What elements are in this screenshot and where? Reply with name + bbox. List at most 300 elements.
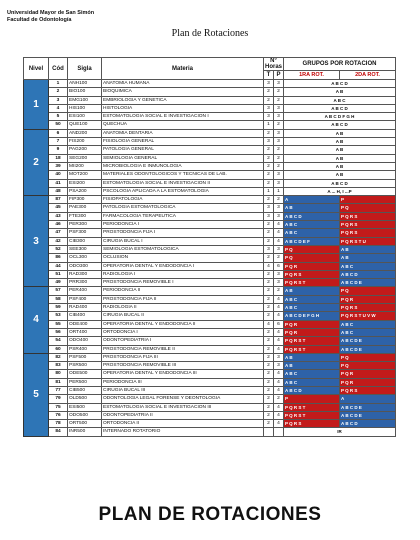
hours-t-cell: 2 — [264, 362, 274, 370]
materia-cell: PERIODONCIA III — [102, 378, 264, 386]
table-row — [24, 279, 396, 287]
materia-cell: INTERNADO ROTATORIO — [102, 428, 264, 436]
rot1-groups-cell: A B C D — [284, 212, 340, 220]
materia-cell: PROSTODONCIA FIJA III — [102, 353, 264, 361]
materia-cell: ORTODONCIA I — [102, 328, 264, 336]
materia-cell: MATERIALES ODONTOLOGICOS Y TECNICAS DE LAB. — [102, 171, 264, 179]
sigla-cell: OCL300 — [68, 254, 102, 262]
hours-t-cell: 2 — [264, 403, 274, 411]
cod-cell: 54 — [49, 337, 68, 345]
sigla-cell: BIO100 — [68, 88, 102, 96]
rot2-groups-cell: A B — [340, 254, 396, 262]
hours-p-cell: 3 — [274, 212, 284, 220]
sigla-cell: PSF300 — [68, 229, 102, 237]
rot2-groups-cell: A B C D E — [340, 403, 396, 411]
sigla-cell: INR500 — [68, 428, 102, 436]
materia-cell: RADIOLOGIA II — [102, 304, 264, 312]
cod-cell: 4 — [49, 104, 68, 112]
groups-cell: A ... H, I ...P — [284, 187, 396, 195]
hours-t-cell: 4 — [264, 320, 274, 328]
table-row — [24, 129, 396, 137]
materia-cell: ODONTOLOGIA LEGAL FORENSE Y DEONTOLOGIA — [102, 395, 264, 403]
sigla-cell: CIB400 — [68, 312, 102, 320]
sigla-cell: PSR500 — [68, 362, 102, 370]
materia-cell: RADIOLOGIA I — [102, 270, 264, 278]
hours-t-cell: 3 — [264, 212, 274, 220]
sigla-cell: QUE100 — [68, 121, 102, 129]
col-rot2: 2DA ROT. — [340, 71, 396, 80]
hours-t-cell: 2 — [264, 171, 274, 179]
table-row — [24, 411, 396, 419]
rot2-groups-cell: A B C D E — [340, 411, 396, 419]
sigla-cell: PSR400 — [68, 345, 102, 353]
cod-cell: 46 — [49, 221, 68, 229]
materia-cell: SEMIOLOGIA GENERAL — [102, 154, 264, 162]
hours-p-cell: 3 — [274, 362, 284, 370]
hours-p-cell: 2 — [274, 287, 284, 295]
rot1-groups-cell: A B — [284, 362, 340, 370]
level-cell: 5 — [24, 353, 49, 436]
hours-p-cell: 4 — [274, 229, 284, 237]
hours-t-cell: 2 — [264, 328, 274, 336]
cod-cell: 75 — [49, 403, 68, 411]
rot2-groups-cell: P Q R — [340, 378, 396, 386]
rot1-groups-cell: A B C — [284, 295, 340, 303]
rot2-groups-cell: A B C D — [340, 270, 396, 278]
rot2-groups-cell: A B C D E — [340, 337, 396, 345]
hours-t-cell: 2 — [264, 420, 274, 428]
rot2-groups-cell: A B C D E — [340, 279, 396, 287]
table-row — [24, 395, 396, 403]
table-row — [24, 204, 396, 212]
hours-p-cell: 4 — [274, 370, 284, 378]
rot1-groups-cell: A B C — [284, 229, 340, 237]
hours-t-cell: 2 — [264, 312, 274, 320]
sigla-cell: RAD400 — [68, 304, 102, 312]
rot2-groups-cell: A B — [340, 245, 396, 253]
rot2-groups-cell: A B C D E — [340, 345, 396, 353]
table-row — [24, 262, 396, 270]
materia-cell: FISIOPATOLOGIA — [102, 196, 264, 204]
table-row — [24, 304, 396, 312]
col-cod: Cód — [49, 58, 68, 80]
rot2-groups-cell: P Q — [340, 287, 396, 295]
rot1-groups-cell: P Q R — [284, 262, 340, 270]
sigla-cell: FTE300 — [68, 212, 102, 220]
table-row — [24, 254, 396, 262]
rot1-groups-cell: P Q R S T — [284, 337, 340, 345]
cod-cell: 59 — [49, 304, 68, 312]
cod-cell: 47 — [49, 229, 68, 237]
sigla-cell: FIP300 — [68, 196, 102, 204]
table-row — [24, 353, 396, 361]
groups-cell: A B C D — [284, 179, 396, 187]
table-row — [24, 362, 396, 370]
hours-p-cell: 4 — [274, 411, 284, 419]
table-row — [24, 312, 396, 320]
sigla-cell: ODO300 — [68, 262, 102, 270]
hours-t-cell: 3 — [264, 245, 274, 253]
sigla-cell: SEG200 — [68, 154, 102, 162]
rot1-groups-cell: P Q R S T — [284, 279, 340, 287]
groups-cell: A B — [284, 146, 396, 154]
table-row — [24, 113, 396, 121]
hours-t-cell: 2 — [264, 386, 274, 394]
sigla-cell: FIS200 — [68, 138, 102, 146]
hours-p-cell — [274, 428, 284, 436]
rot2-groups-cell: P Q R — [340, 370, 396, 378]
rot1-groups-cell: P Q R S — [284, 270, 340, 278]
rot2-groups-cell: P Q R S — [340, 221, 396, 229]
cod-cell: 50 — [49, 121, 68, 129]
page-title: Plan de Rotaciones — [171, 28, 249, 39]
groups-cell: A B — [284, 154, 396, 162]
rot1-groups-cell: A B C D — [284, 386, 340, 394]
footer-title: PLAN DE ROTACIONES — [98, 504, 322, 525]
col-materia: Materia — [102, 58, 264, 80]
table-row — [24, 80, 396, 88]
groups-cell: A B C D F G H — [284, 113, 396, 121]
cod-cell: 44 — [49, 262, 68, 270]
hours-p-cell: 6 — [274, 262, 284, 270]
hours-p-cell: 3 — [274, 353, 284, 361]
cod-cell: 53 — [49, 312, 68, 320]
rot1-groups-cell: P Q — [284, 254, 340, 262]
rot2-groups-cell: P Q R S — [340, 386, 396, 394]
table-row — [24, 378, 396, 386]
hours-t-cell — [264, 428, 274, 436]
cod-cell: 79 — [49, 395, 68, 403]
cod-cell: 58 — [49, 295, 68, 303]
hours-p-cell: 2 — [274, 146, 284, 154]
materia-cell: MICROBIOLOGIA E INMUNOLOGIA — [102, 162, 264, 170]
cod-cell: 60 — [49, 345, 68, 353]
cod-cell: 82 — [49, 353, 68, 361]
table-row — [24, 295, 396, 303]
table-row — [24, 104, 396, 112]
hours-t-cell: 3 — [264, 204, 274, 212]
table-row — [24, 229, 396, 237]
col-rot1: 1RA ROT. — [284, 71, 340, 80]
sigla-cell: PER400 — [68, 287, 102, 295]
hours-p-cell: 2 — [274, 154, 284, 162]
sigla-cell: OLD500 — [68, 395, 102, 403]
cod-cell: 18 — [49, 154, 68, 162]
hours-p-cell: 4 — [274, 378, 284, 386]
hours-p-cell: 3 — [274, 80, 284, 88]
rot1-groups-cell: A B C D E F G H — [284, 312, 340, 320]
table-row — [24, 270, 396, 278]
cod-cell: 42 — [49, 237, 68, 245]
table-row — [24, 212, 396, 220]
hours-p-cell: 1 — [274, 187, 284, 195]
materia-cell: BIOQUIMICA — [102, 88, 264, 96]
groups-cell: A B C D — [284, 121, 396, 129]
hours-p-cell: 2 — [274, 88, 284, 96]
materia-cell: ANATOMIA DENTARIA — [102, 129, 264, 137]
sigla-cell: PSF400 — [68, 295, 102, 303]
rot2-groups-cell: P Q R S — [340, 304, 396, 312]
cod-cell: 41 — [49, 179, 68, 187]
materia-cell: ESTOMATOLOGIA SOCIAL E INVESTIGACION III — [102, 403, 264, 411]
rot2-groups-cell: A B C — [340, 262, 396, 270]
sigla-cell: PSF500 — [68, 353, 102, 361]
sigla-cell: CIB300 — [68, 237, 102, 245]
hours-p-cell: 4 — [274, 386, 284, 394]
rot1-groups-cell: P — [284, 395, 340, 403]
rot2-groups-cell: P Q R — [340, 295, 396, 303]
sigla-cell: AND200 — [68, 129, 102, 137]
materia-cell: ESTOMATOLOGIA SOCIAL E INVESTIGACION I — [102, 113, 264, 121]
cod-cell: 56 — [49, 328, 68, 336]
cod-cell: 49 — [49, 279, 68, 287]
cod-cell: 57 — [49, 287, 68, 295]
materia-cell: HISTOLOGIA — [102, 104, 264, 112]
rot1-groups-cell: A B — [284, 287, 340, 295]
hours-p-cell: 3 — [274, 245, 284, 253]
hours-p-cell: 3 — [274, 113, 284, 121]
sigla-cell: CIB500 — [68, 386, 102, 394]
rot2-groups-cell: A B C — [340, 320, 396, 328]
table-row — [24, 179, 396, 187]
col-horas: N° Horas — [265, 58, 283, 70]
hours-t-cell: 2 — [264, 254, 274, 262]
rot1-groups-cell: A B C — [284, 370, 340, 378]
rot2-groups-cell: P Q R S — [340, 212, 396, 220]
hours-t-cell: 2 — [264, 154, 274, 162]
table-row — [24, 345, 396, 353]
hours-t-cell: 2 — [264, 411, 274, 419]
col-grupos: GRUPOS POR ROTACION — [284, 58, 396, 71]
sigla-cell: SEE300 — [68, 245, 102, 253]
sigla-cell: MII200 — [68, 162, 102, 170]
cod-cell: 87 — [49, 196, 68, 204]
hours-t-cell: 1 — [264, 121, 274, 129]
cod-cell: 7 — [49, 138, 68, 146]
hours-t-cell: 2 — [264, 287, 274, 295]
materia-cell: PROSTODONCIA FIJA II — [102, 295, 264, 303]
hours-p-cell: 2 — [274, 395, 284, 403]
hours-p-cell: 2 — [274, 254, 284, 262]
sigla-cell: ODO400 — [68, 337, 102, 345]
rot2-groups-cell: A — [340, 395, 396, 403]
groups-cell: A B — [284, 171, 396, 179]
rot1-groups-cell: P Q — [284, 245, 340, 253]
hours-p-cell: 4 — [274, 237, 284, 245]
sigla-cell: PAG200 — [68, 146, 102, 154]
materia-cell: ODONTOPEDIATRIA II — [102, 411, 264, 419]
hours-t-cell: 2 — [264, 88, 274, 96]
rot2-groups-cell: A B C D — [340, 420, 396, 428]
cod-cell: 51 — [49, 270, 68, 278]
rot1-groups-cell: A B — [284, 353, 340, 361]
hours-t-cell: 2 — [264, 370, 274, 378]
groups-cell: A B — [284, 88, 396, 96]
materia-cell: OPERATORIA DENTAL Y ENDODONCIA II — [102, 320, 264, 328]
hours-p-cell: 3 — [274, 104, 284, 112]
rot1-groups-cell: P Q R S — [284, 420, 340, 428]
materia-cell: FARMACOLOGIA TERAPEUTICA — [102, 212, 264, 220]
hours-t-cell: 1 — [264, 187, 274, 195]
hours-p-cell: 3 — [274, 171, 284, 179]
materia-cell: CIRUGIA BUCAL III — [102, 386, 264, 394]
groups-cell: A B C — [284, 96, 396, 104]
table-row — [24, 162, 396, 170]
hours-t-cell: 2 — [264, 129, 274, 137]
sigla-cell: MOT200 — [68, 171, 102, 179]
materia-cell: OPERATORIA DENTAL Y ENDODONCIA I — [102, 262, 264, 270]
hours-t-cell: 2 — [264, 179, 274, 187]
materia-cell: PROSTODONCIA REMOVIBLE I — [102, 279, 264, 287]
materia-cell: ESTOMATOLOGIA SOCIAL E INVESTIGACION II — [102, 179, 264, 187]
cod-cell: 83 — [49, 362, 68, 370]
rot2-groups-cell: P Q — [340, 204, 396, 212]
table-row — [24, 196, 396, 204]
sigla-cell: ESI100 — [68, 113, 102, 121]
cod-cell: 3 — [49, 96, 68, 104]
hours-p-cell: 3 — [274, 279, 284, 287]
hours-t-cell: 2 — [264, 162, 274, 170]
cod-cell: 43 — [49, 212, 68, 220]
sigla-cell: ODE400 — [68, 320, 102, 328]
hours-t-cell: 2 — [264, 378, 274, 386]
table-row — [24, 403, 396, 411]
cod-cell: 48 — [49, 187, 68, 195]
groups-cell: A B — [284, 129, 396, 137]
table-row — [24, 428, 396, 436]
sigla-cell: ODE500 — [68, 370, 102, 378]
cod-cell: 86 — [49, 254, 68, 262]
materia-cell: OCLUSION — [102, 254, 264, 262]
faculty-name: Facultad de Odontología — [7, 17, 72, 23]
rot1-groups-cell: P Q R — [284, 328, 340, 336]
rot1-groups-cell: A B C — [284, 378, 340, 386]
cod-cell: 9 — [49, 146, 68, 154]
hours-t-cell: 2 — [264, 304, 274, 312]
table-row — [24, 420, 396, 428]
cod-cell: 84 — [49, 428, 68, 436]
sigla-cell: ESI500 — [68, 403, 102, 411]
rot2-groups-cell: P Q — [340, 353, 396, 361]
sigla-cell: PSA200 — [68, 187, 102, 195]
rot1-groups-cell: P Q R — [284, 320, 340, 328]
hours-p-cell: 6 — [274, 320, 284, 328]
materia-cell: PERIODONCIA I — [102, 221, 264, 229]
hours-t-cell: 3 — [264, 113, 274, 121]
col-sigla: Sigla — [68, 58, 102, 80]
sigla-cell: RAD300 — [68, 270, 102, 278]
materia-cell: CIRUGIA BUCAL II — [102, 312, 264, 320]
hours-t-cell: 3 — [264, 138, 274, 146]
hours-t-cell: 2 — [264, 96, 274, 104]
table-row — [24, 187, 396, 195]
materia-cell: FISIOLOGIA GENERAL — [102, 138, 264, 146]
cod-cell: 76 — [49, 411, 68, 419]
hours-t-cell: 2 — [264, 146, 274, 154]
sigla-cell: HIS100 — [68, 104, 102, 112]
hours-p-cell: 4 — [274, 420, 284, 428]
hours-t-cell: 2 — [264, 196, 274, 204]
cod-cell: 52 — [49, 245, 68, 253]
col-p: P — [274, 71, 284, 80]
materia-cell: EMBRIOLOGIA Y GENETICA — [102, 96, 264, 104]
rot1-groups-cell: P Q R S T — [284, 411, 340, 419]
materia-cell: OPERATORIA DENTAL Y ENDODONCIA III — [102, 370, 264, 378]
table-row — [24, 237, 396, 245]
groups-cell: IR — [284, 428, 396, 436]
sigla-cell: ANH100 — [68, 80, 102, 88]
hours-t-cell: 2 — [264, 295, 274, 303]
rot1-groups-cell: A B C — [284, 221, 340, 229]
sigla-cell: EMG100 — [68, 96, 102, 104]
hours-p-cell: 3 — [274, 204, 284, 212]
sigla-cell: ESI200 — [68, 179, 102, 187]
sigla-cell: PAE300 — [68, 204, 102, 212]
hours-p-cell: 4 — [274, 403, 284, 411]
table-row — [24, 386, 396, 394]
rot2-groups-cell: P Q R S T U — [340, 237, 396, 245]
table-row — [24, 370, 396, 378]
sigla-cell: PER500 — [68, 378, 102, 386]
hours-p-cell: 3 — [274, 129, 284, 137]
cod-cell: 1 — [49, 80, 68, 88]
hours-p-cell: 3 — [274, 270, 284, 278]
cod-cell: 45 — [49, 204, 68, 212]
materia-cell: PATOLOGIA ESTOMATOLOGICA — [102, 204, 264, 212]
level-cell: 4 — [24, 287, 49, 353]
materia-cell: PROSTODONCIA REMOVIBLE III — [102, 362, 264, 370]
cod-cell: 80 — [49, 370, 68, 378]
hours-p-cell: 4 — [274, 221, 284, 229]
rot2-groups-cell: P — [340, 196, 396, 204]
table-row — [24, 138, 396, 146]
hours-p-cell: 2 — [274, 96, 284, 104]
hours-p-cell: 4 — [274, 295, 284, 303]
table-row — [24, 337, 396, 345]
hours-t-cell: 2 — [264, 279, 274, 287]
rot1-groups-cell: A B C D E F — [284, 237, 340, 245]
hours-p-cell: 3 — [274, 179, 284, 187]
hours-p-cell: 4 — [274, 345, 284, 353]
col-nivel: Nivel — [24, 58, 49, 80]
level-cell: 3 — [24, 196, 49, 287]
rot2-groups-cell: P Q R S T U V W — [340, 312, 396, 320]
cod-cell: 78 — [49, 420, 68, 428]
rot1-groups-cell: A B — [284, 204, 340, 212]
sigla-cell: ORT500 — [68, 420, 102, 428]
hours-t-cell: 2 — [264, 353, 274, 361]
hours-t-cell: 2 — [264, 337, 274, 345]
table-row — [24, 96, 396, 104]
materia-cell: QUECHUA — [102, 121, 264, 129]
level-cell: 1 — [24, 80, 49, 130]
rot1-groups-cell: A — [284, 196, 340, 204]
groups-cell: A B — [284, 162, 396, 170]
hours-t-cell: 2 — [264, 237, 274, 245]
sigla-cell: PRR300 — [68, 279, 102, 287]
rot2-groups-cell: A B C — [340, 328, 396, 336]
hours-p-cell: 2 — [274, 162, 284, 170]
hours-p-cell: 2 — [274, 121, 284, 129]
table-row — [24, 221, 396, 229]
table-row — [24, 154, 396, 162]
hours-t-cell: 2 — [264, 345, 274, 353]
cod-cell: 40 — [49, 171, 68, 179]
rot1-groups-cell: P Q R S T — [284, 345, 340, 353]
hours-p-cell: 4 — [274, 337, 284, 345]
sigla-cell: ORT400 — [68, 328, 102, 336]
cod-cell: 81 — [49, 378, 68, 386]
